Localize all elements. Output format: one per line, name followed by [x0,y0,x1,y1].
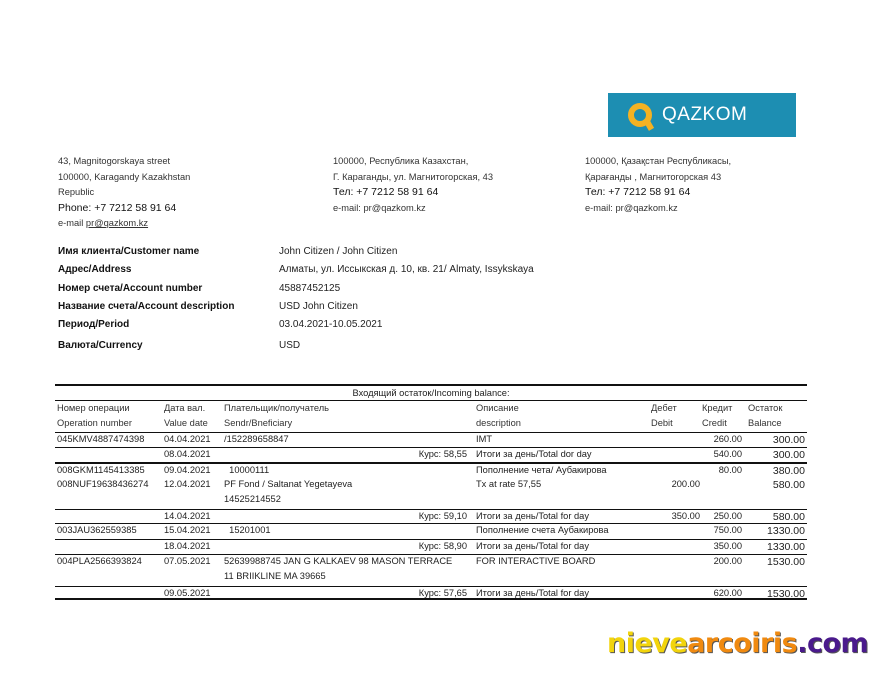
table-row [55,462,807,478]
cell-rate: Курс: 57,65 [418,588,467,598]
header-balance-en: Balance [748,418,782,428]
cell-desc: Итоги за день/Total for day [476,541,589,551]
email: pr@qazkom.kz [615,202,678,213]
customer-field [58,283,578,302]
table-row [55,586,807,600]
customer-field [58,301,578,320]
cell-date: 09.05.2021 [164,588,211,598]
email: pr@qazkom.kz [363,202,426,213]
cell-credit: 620.00 [713,588,742,598]
header-payer-ru: Плательщик/получатель [224,403,330,413]
table-row [55,523,807,539]
address-line: Қарағанды , Магнитогорская 43 [585,171,722,182]
cell-date: 18.04.2021 [164,541,211,551]
cell-op: 008NUF19638436274 [57,479,149,489]
email-link[interactable]: pr@qazkom.kz [85,218,149,228]
cell-debit: 200.00 [671,479,700,489]
header-balance-ru: Остаток [748,403,783,413]
header-operation-number-ru: Номер операции [57,403,130,413]
cell-balance: 1330.00 [767,525,805,537]
table-row [55,447,807,462]
header-description-ru: Описание [476,403,519,413]
cell-balance: 580.00 [772,479,805,491]
field-label: Название счета/Account description [58,301,235,312]
transactions-table [55,384,807,600]
qazkom-logo [608,93,796,137]
cell-credit: 260.00 [713,434,742,444]
address-line: Republic [58,187,95,197]
phone: Тел: +7 7212 58 91 64 [333,186,439,198]
cell-desc: IMT [476,434,493,444]
field-value: John Citizen / John Citizen [279,246,398,257]
header-operation-number-en: Operation number [57,418,132,428]
header-value-date-ru: Дата вал. [164,403,206,413]
cell-op: 003JAU362559385 [57,525,137,535]
cell-payer: PF Fond / Saltanat Yegetayeva [224,479,353,489]
cell-rate: Курс: 59,10 [418,511,467,521]
cell-balance: 1330.00 [767,541,805,553]
watermark [607,628,868,659]
address-kz [585,154,731,216]
cell-date: 14.04.2021 [164,511,211,521]
cell-date: 12.04.2021 [164,479,211,489]
customer-field [58,264,578,283]
cell-desc: FOR INTERACTIVE BOARD [476,556,596,566]
field-value: 45887452125 [279,283,341,294]
table-row [55,554,807,586]
field-value: 03.04.2021-10.05.2021 [279,319,383,330]
cell-desc: Итоги за день/Total for day [476,588,589,598]
cell-credit: 200.00 [713,556,742,566]
address-line: 100000, Қазақстан Республикасы, [585,156,732,166]
table-row [55,478,807,509]
cell-payer: 15201001 [224,525,271,535]
header-debit-en: Debit [651,418,673,428]
cell-payer: /152289658847 [224,434,289,444]
header-payer-en: Sendr/Bneficiary [224,418,293,428]
cell-desc: Итоги за день/Total for day [476,511,589,521]
field-label: Период/Period [58,319,130,330]
cell-credit: 350.00 [713,541,742,551]
cell-payer-line2: 11 BRIIKLINE MA 39665 [224,571,326,581]
cell-date: 15.04.2021 [164,525,211,535]
cell-date: 08.04.2021 [164,449,211,459]
address-line: 43, Magnitogorskaya street [58,156,171,166]
watermark-part: .com [797,628,869,659]
watermark-part: arcoiris [687,628,798,659]
cell-balance: 580.00 [772,511,805,523]
field-label: Номер счета/Account number [58,283,203,294]
cell-balance: 380.00 [772,465,805,477]
address-line: Г. Караганды, ул. Магнитогорская, 43 [333,171,494,182]
cell-date: 04.04.2021 [164,434,211,444]
cell-credit: 250.00 [713,511,742,521]
table-row [55,539,807,554]
address-ru [333,154,493,216]
cell-balance: 1530.00 [767,556,805,568]
field-value: USD John Citizen [279,301,358,312]
address-en [58,154,190,232]
cell-credit: 750.00 [713,525,742,535]
cell-date: 09.04.2021 [164,465,211,475]
cell-payer: 52639988745 JAN G KALKAEV 98 MASON TERRACE [224,556,453,566]
cell-desc: Пополнение счета Аубакирова [476,525,609,535]
incoming-balance-row [55,386,807,401]
cell-desc: Итоги за день/Total dor day [476,449,592,459]
header-description-en: description [476,418,521,428]
email-label: e-mail: [333,202,364,213]
cell-op: 008GKM1145413385 [57,465,145,475]
address-line: 100000, Karagandy Kazakhstan [58,171,191,182]
cell-desc: Tx at rate 57,55 [476,479,542,489]
cell-debit: 350.00 [671,511,700,521]
field-value: Алматы, ул. Иссыкская д. 10, кв. 21/ Almaty, Issykskaya [279,264,534,275]
watermark-part: nieve [607,628,688,659]
email-label: e-mail [58,218,86,228]
logo-text: QAZKOM [662,104,748,125]
q-logo-icon [628,103,652,127]
customer-field [58,319,578,338]
cell-payer: 10000111 [224,465,270,475]
field-label: Адрес/Address [58,264,132,275]
table-row [55,432,807,447]
cell-op: 004PLA2566393824 [57,556,142,566]
cell-date: 07.05.2021 [164,556,211,566]
header-credit-ru: Кредит [702,403,733,413]
cell-rate: Курс: 58,55 [418,449,467,459]
field-label: Валюта/Currency [58,340,143,351]
address-line: 100000, Республика Казахстан, [333,156,469,166]
customer-field [58,246,578,265]
cell-payer-line2: 14525214552 [224,494,281,504]
cell-credit: 80.00 [718,465,742,475]
cell-balance: 300.00 [772,434,805,446]
cell-desc: Пополнение чета/ Аубакирова [476,465,607,475]
cell-rate: Курс: 58,90 [418,541,467,551]
cell-balance: 300.00 [772,449,805,461]
header-debit-ru: Дебет [651,403,677,413]
field-value: USD [279,340,301,351]
header-value-date-en: Value date [164,418,208,428]
phone: Phone: +7 7212 58 91 64 [58,201,177,214]
field-label: Имя клиента/Customer name [58,246,200,257]
cell-credit: 540.00 [713,449,742,459]
header-credit-en: Credit [702,418,727,428]
cell-balance: 1530.00 [767,588,805,600]
table-row [55,509,807,523]
customer-field [58,340,578,359]
incoming-balance-label: Входящий остаток/Incoming balance: [352,388,510,398]
table-header [55,401,807,432]
email-label: e-mail: [585,202,616,213]
cell-op: 045KMV4887474398 [57,434,145,444]
phone: Тел: +7 7212 58 91 64 [585,186,691,198]
